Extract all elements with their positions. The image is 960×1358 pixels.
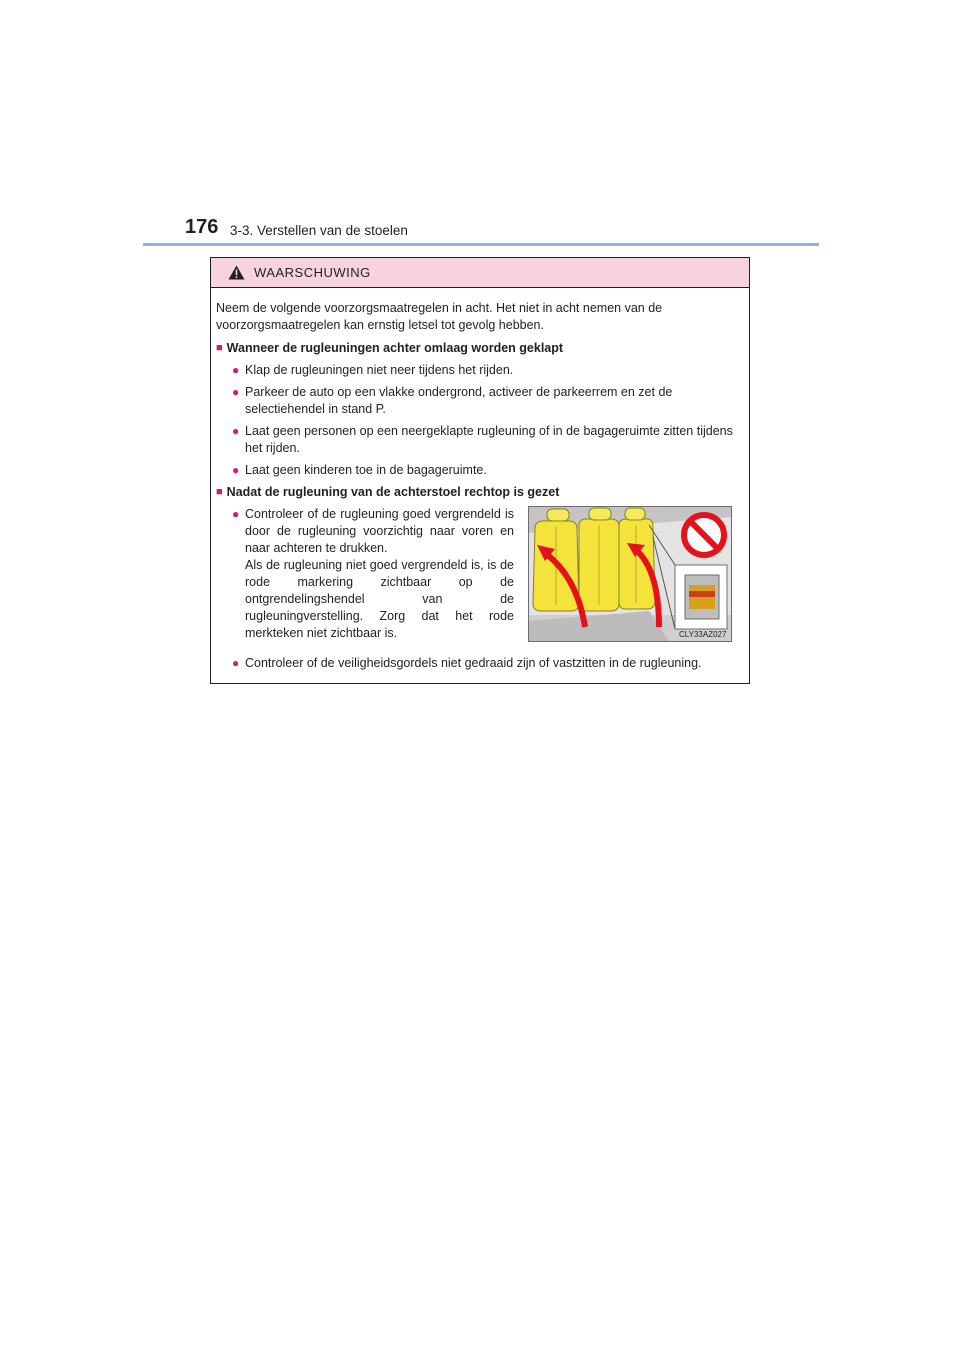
bullet-text <box>245 506 514 642</box>
bullet-text: Controleer of de veiligheidsgordels niet gedraaid zijn of vastzitten in de rugleuning. <box>245 656 702 670</box>
section-title: 3-3. Verstellen van de stoelen <box>230 223 408 238</box>
bullet-dot-icon: ● <box>232 656 240 670</box>
bullet-dot-icon: ● <box>232 507 240 521</box>
figure-code: CLY33AZ027 <box>679 630 727 639</box>
seat-lock-illustration <box>528 506 732 642</box>
bullet-dot-icon: ● <box>232 385 240 399</box>
bullet-with-figure <box>216 506 743 647</box>
bullet-text: Klap de rugleuningen niet neer tijdens het rijden. <box>245 363 514 377</box>
header-rule <box>143 243 819 246</box>
square-bullet-icon: ■ <box>216 342 223 354</box>
heading-text: Wanneer de rugleuningen achter omlaag worden geklapt <box>226 341 564 355</box>
bullet-dot-icon: ● <box>232 463 240 477</box>
section-heading-upright <box>216 484 743 501</box>
list-item <box>232 655 743 672</box>
bullet-text: Laat geen kinderen toe in de bagageruimte. <box>245 463 487 477</box>
bullet-text-part1: Controleer of de rugleuning goed vergrendeld is door de rugleuning voorzichtig naar voren en naar achteren te drukken. <box>245 507 514 555</box>
heading-text: Nadat de rugleuning van de achterstoel rechtop is gezet <box>226 485 560 499</box>
warning-body <box>211 288 749 672</box>
list-item <box>232 362 743 379</box>
bullet-text-part2: Als de rugleuning niet goed vergrendeld is, is de rode markering zichtbaar op de ontgrendelingshendel van de rugleuningverstelling. Zorg dat het rode merkteken niet zichtbaar is. <box>245 558 514 640</box>
warning-box <box>210 257 750 684</box>
square-bullet-icon: ■ <box>216 486 223 498</box>
list-item <box>232 423 743 457</box>
bullet-dot-icon: ● <box>232 424 240 438</box>
bullet-dot-icon: ● <box>232 363 240 377</box>
section-heading-fold-down <box>216 340 743 357</box>
list-item <box>232 384 743 418</box>
warning-label: WAARSCHUWING <box>254 265 371 280</box>
page-number: 176 <box>185 216 219 238</box>
bullet-text: Laat geen personen op een neergeklapte rugleuning of in de bagageruimte zitten tijdens het rijden. <box>245 424 733 455</box>
warning-triangle-icon <box>228 265 245 280</box>
warning-header <box>211 258 749 288</box>
bullet-text: Parkeer de auto op een vlakke ondergrond, activeer de parkeerrem en zet de selectiehendel in stand P. <box>245 385 673 416</box>
list-item <box>232 462 743 479</box>
warning-intro: Neem de volgende voorzorgsmaatregelen in acht. Het niet in acht nemen van de voorzorgsmaatregelen kan ernstig letsel tot gevolg hebben. <box>216 301 663 332</box>
list-item <box>232 506 514 642</box>
